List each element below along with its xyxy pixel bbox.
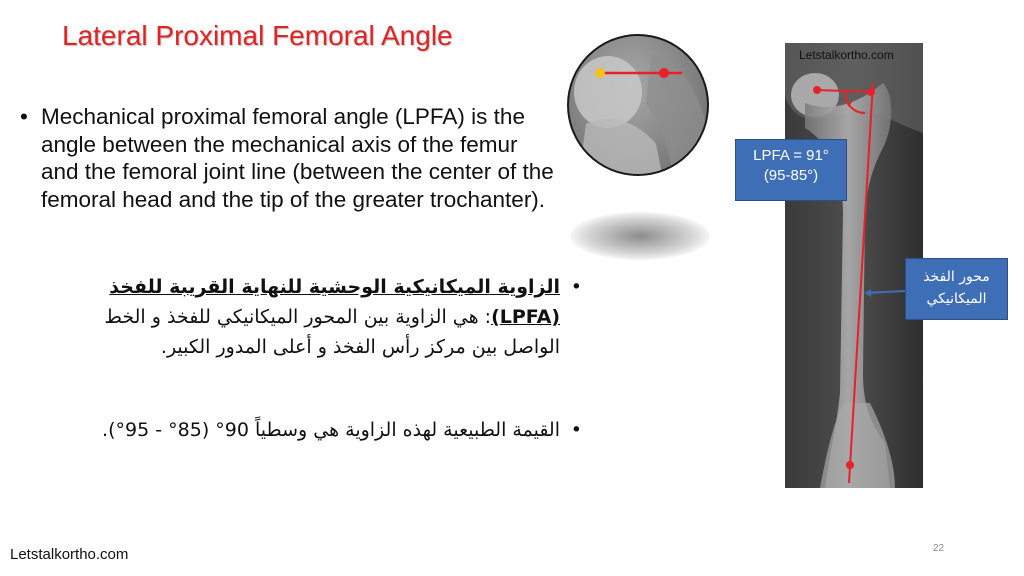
bullet-dot: • bbox=[20, 104, 28, 129]
arabic-bullet-definition bbox=[60, 272, 582, 362]
lpfa-value-box bbox=[735, 139, 847, 201]
english-bullet bbox=[20, 103, 560, 213]
bullet-dot: • bbox=[570, 419, 582, 441]
femoral-head-shape bbox=[574, 56, 642, 128]
arabic-bullet-body: : هي الزاوية بين المحور الميكانيكي للفخذ و الخط الواصل بين مركز رأس الفخذ و أعلى المدور الكبير. bbox=[104, 306, 560, 358]
femur-xray-svg bbox=[785, 43, 923, 488]
magnifier-shadow bbox=[570, 212, 710, 260]
femur-xray bbox=[785, 43, 923, 488]
footer-site: Letstalkortho.com bbox=[10, 546, 129, 563]
femoral-head-center-dot bbox=[659, 68, 669, 78]
arabic-bullet-heading: الزاوية الميكانيكية الوحشية للنهاية القريبة للفخذ (LPFA) bbox=[109, 276, 560, 328]
lpfa-normal-range: (95-85°) bbox=[763, 167, 819, 184]
xray-trochanter-dot bbox=[813, 86, 821, 94]
trochanter-tip-dot bbox=[595, 68, 605, 78]
mechanical-axis-box bbox=[905, 258, 1008, 320]
xray-head-center-dot bbox=[867, 88, 875, 96]
knee-center-dot bbox=[846, 461, 854, 469]
bullet-dot: • bbox=[570, 276, 582, 298]
xray-watermark: Letstalkortho.com bbox=[799, 48, 894, 62]
page-number: 22 bbox=[933, 543, 945, 554]
mechanical-axis-label-2: الميكانيكي bbox=[926, 291, 987, 307]
femoral-head-zoom bbox=[566, 14, 710, 194]
femoral-head-zoom-svg bbox=[566, 14, 710, 194]
arabic-bullet-normal-value bbox=[60, 415, 582, 445]
slide-title: Lateral Proximal Femoral Angle bbox=[62, 20, 453, 51]
arabic-bullet-normal-value-text: القيمة الطبيعية لهذه الزاوية هي وسطياً 90° (85° - 95°). bbox=[102, 419, 560, 441]
mechanical-axis-label-1: محور الفخذ bbox=[923, 269, 990, 285]
lpfa-value: LPFA = 91° bbox=[753, 147, 829, 164]
english-bullet-text: Mechanical proximal femoral angle (LPFA) is the angle between the mechanical axis of the femur and the femoral joint line (between the center of the femoral head and the tip of the greater trochanter). bbox=[41, 104, 554, 212]
